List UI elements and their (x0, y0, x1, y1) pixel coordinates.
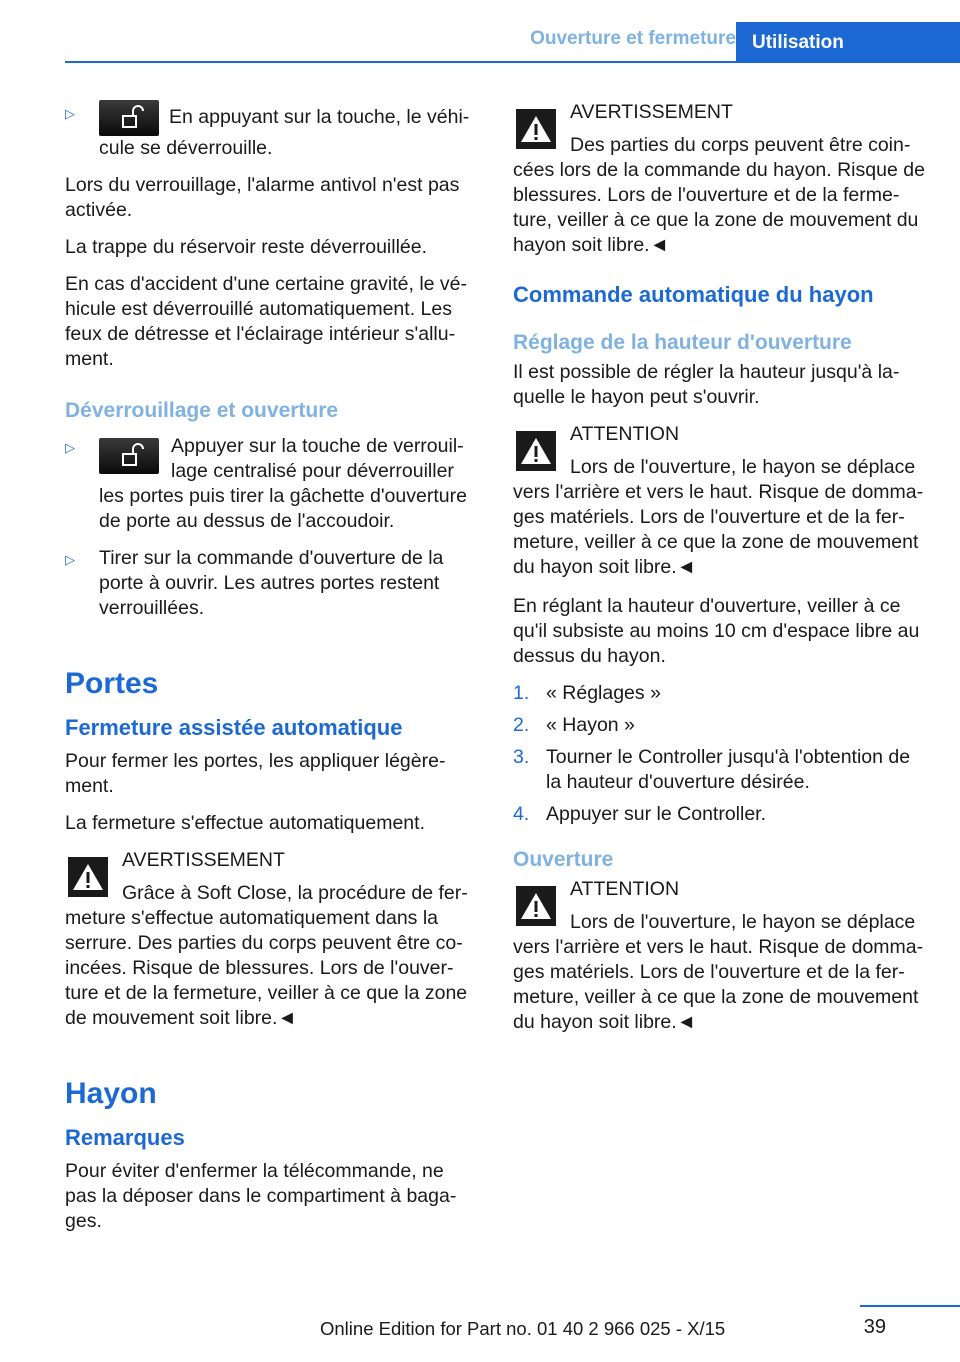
paragraph: La fermeture s'effectue automatiquement. (65, 812, 425, 834)
step-text: Appuyer sur le Controller. (546, 803, 767, 825)
caution-text: Lors de l'ouverture, le hayon se déplace vers l'arrière et vers le haut. Risque de dommages matériels. Lors de l'ouverture et de la fermeture, veiller à ce que la zone de mouvement du hayon soit libre.◄ (513, 911, 924, 1033)
warning-title: AVERTISSEMENT (570, 101, 733, 123)
warning-triangle-icon (65, 854, 111, 900)
warning-triangle-icon (513, 106, 559, 152)
numbered-step (513, 745, 928, 795)
bullet-text: Tirer sur la commande d'ouverture de la porte à ouvrir. Les autres portes restent verrouillées. (99, 547, 444, 619)
bullet-text: Appuyer sur la touche de verrouillage centralisé pour déverrouiller les portes puis tirer la gâchette d'ouverture de porte au dessus de l'accoudoir. (99, 435, 467, 532)
bullet-text: En appuyant sur la touche, le véhicule se déverrouille. (99, 106, 470, 159)
triangle-bullet-icon: ▷ (65, 440, 75, 455)
paragraph: Lors du verrouillage, l'alarme antivol n'est pas activée. (65, 174, 460, 221)
caution-title: ATTENTION (570, 878, 680, 900)
caution-text: Lors de l'ouverture, le hayon se déplace vers l'arrière et vers le haut. Risque de dommages matériels. Lors de l'ouverture et de la fermeture, veiller à ce que la zone de mouvement du hayon soit libre.◄ (513, 456, 924, 578)
numbered-step (513, 802, 928, 827)
step-text: Tourner le Controller jusqu'à l'obtention de la hauteur d'ouverture désirée. (546, 746, 911, 793)
section-heading: Remarques (65, 1125, 185, 1150)
step-number: 3. (513, 746, 530, 768)
header-section-title: Ouverture et fermeture (530, 28, 736, 49)
section-heading: Déverrouillage et ouverture (65, 399, 339, 422)
subsection-heading: Réglage de la hauteur d'ouverture (513, 331, 852, 354)
header-rule (65, 61, 960, 63)
footer-rule (860, 1305, 960, 1307)
list-item (65, 100, 478, 161)
chapter-heading: Portes (65, 667, 159, 700)
section-heading: Commande automatique du hayon (513, 282, 874, 307)
warning-box (65, 848, 478, 1031)
caution-title: ATTENTION (570, 423, 680, 445)
warning-box (513, 100, 928, 258)
paragraph: Pour fermer les portes, les appliquer légèrement. (65, 750, 446, 797)
page-number: 39 (863, 1316, 886, 1338)
paragraph: En réglant la hauteur d'ouverture, veiller à ce qu'il subsiste au moins 10 cm d'espace libre au dessus du hayon. (513, 595, 920, 667)
triangle-bullet-icon: ▷ (65, 552, 75, 567)
paragraph: La trappe du réservoir reste déverrouillée. (65, 236, 428, 258)
warning-title: AVERTISSEMENT (122, 849, 285, 871)
list-item (65, 546, 478, 621)
caution-box (513, 877, 928, 1035)
warning-text: Grâce à Soft Close, la procédure de fermeture s'effectue automatiquement dans la serrure. Des parties du corps peuvent être coincées. Risque de blessures. Lors de l'ouverture et de la fermeture, veiller à ce que la zone de mouvement soit libre.◄ (65, 882, 468, 1029)
header-tab (736, 22, 960, 62)
warning-triangle-icon (513, 428, 559, 474)
warning-text: Des parties du corps peuvent être coincées lors de la commande du hayon. Risque de blessures. Lors de l'ouverture et de la fermeture, veiller à ce que la zone de mouvement du hayon soit libre.◄ (513, 134, 925, 256)
list-item (65, 434, 478, 534)
step-text: « Réglages » (546, 682, 661, 704)
header-tab-label: Utilisation (752, 32, 844, 53)
step-text: « Hayon » (546, 714, 635, 736)
subsection-heading: Ouverture (513, 848, 614, 871)
chapter-heading: Hayon (65, 1077, 157, 1110)
paragraph: Il est possible de régler la hauteur jusqu'à laquelle le hayon peut s'ouvrir. (513, 361, 900, 408)
step-number: 1. (513, 682, 530, 704)
numbered-step (513, 713, 928, 738)
unlock-key-icon (99, 438, 159, 474)
unlock-key-icon (99, 100, 159, 136)
left-column (65, 100, 478, 1246)
warning-triangle-icon (513, 883, 559, 929)
edition-text: Online Edition for Part no. 01 40 2 966 025 - X/15 (320, 1318, 726, 1339)
right-column (513, 100, 928, 1049)
paragraph: Pour éviter d'enfermer la télécommande, ne pas la déposer dans le compartiment à bagages. (65, 1160, 457, 1232)
caution-box (513, 422, 928, 580)
step-number: 2. (513, 714, 530, 736)
triangle-bullet-icon: ▷ (65, 106, 75, 121)
section-heading: Fermeture assistée automatique (65, 715, 403, 740)
page-header (0, 0, 960, 62)
paragraph: En cas d'accident d'une certaine gravité, le véhicule est déverrouillé automatiquement. Les feux de détresse et l'éclairage intérieur s'allument. (65, 273, 468, 370)
numbered-step (513, 681, 928, 706)
step-number: 4. (513, 803, 530, 825)
